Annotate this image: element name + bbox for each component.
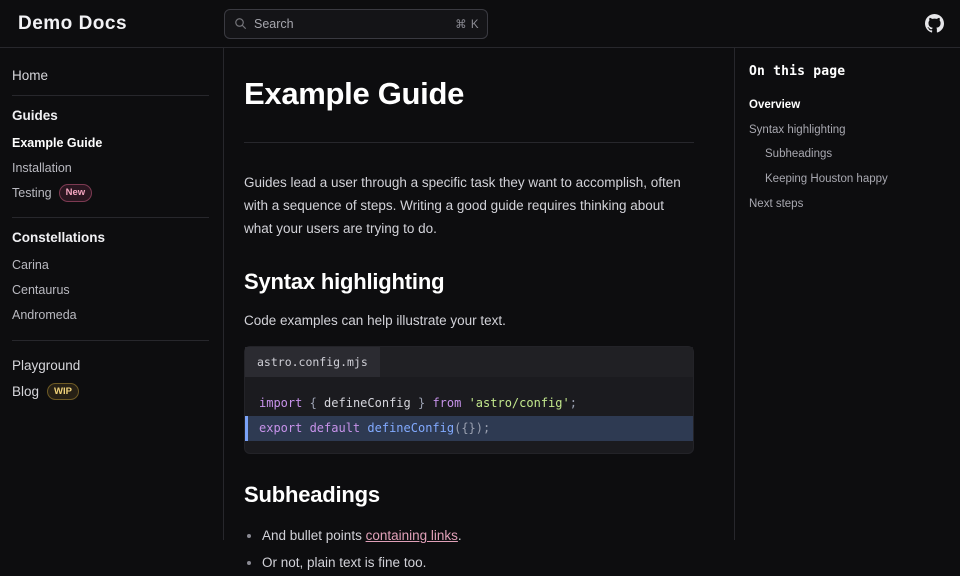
- github-icon: [925, 14, 944, 33]
- sidebar-item-centaurus[interactable]: [12, 278, 209, 303]
- list-item: [262, 549, 694, 576]
- site-title[interactable]: Demo Docs: [18, 12, 128, 34]
- sidebar-item-carina[interactable]: [12, 253, 209, 278]
- page-title: Example Guide: [244, 76, 694, 143]
- toc-title: On this page: [749, 64, 846, 79]
- toc-item-subheadings[interactable]: Subheadings: [765, 148, 833, 161]
- inline-link[interactable]: containing links: [365, 528, 458, 544]
- code-token-brace-close: }: [410, 395, 433, 410]
- code-token-semicolon: ;: [569, 395, 577, 410]
- code-token-string: 'astro/config': [461, 395, 570, 410]
- sidebar-item-label: Playground: [12, 357, 81, 373]
- sidebar-item-installation[interactable]: [12, 156, 209, 181]
- bullet-list: [262, 522, 694, 576]
- status-badge-new: New: [59, 184, 93, 202]
- code-tab-astro-config[interactable]: astro.config.mjs: [245, 347, 380, 377]
- bullet-text-end: .: [457, 528, 462, 544]
- sidebar-item-label: Centaurus: [12, 283, 70, 297]
- status-badge-wip: WIP: [47, 383, 79, 401]
- code-line-2-highlighted: [245, 416, 693, 441]
- code-token-brace-open: {: [302, 395, 325, 410]
- code-token-export: export: [259, 421, 303, 436]
- sidebar-item-home[interactable]: Home: [12, 64, 209, 96]
- search-shortcut-hint: ⌘ K: [455, 18, 479, 31]
- section-heading-subheadings: Subheadings: [244, 482, 380, 508]
- search-input[interactable]: [224, 9, 488, 39]
- sidebar-standalone-links: [12, 353, 209, 418]
- code-body[interactable]: [245, 377, 693, 453]
- sidebar-item-label: Testing: [12, 185, 52, 200]
- sidebar-item-testing[interactable]: [12, 181, 209, 206]
- bullet-text: And bullet points: [262, 528, 366, 544]
- site-header: [0, 0, 960, 48]
- sidebar-item-example-guide[interactable]: [12, 131, 209, 156]
- sidebar-group-title-constellations: Constellations: [12, 230, 106, 246]
- syntax-paragraph: Code examples can help illustrate your text.: [244, 312, 506, 328]
- github-link[interactable]: [925, 14, 944, 33]
- sidebar-item-label: Carina: [12, 258, 49, 273]
- code-token-identifier: defineConfig: [324, 395, 411, 410]
- list-item: [262, 522, 694, 549]
- code-token-function: defineConfig: [367, 421, 455, 436]
- main-content: [224, 48, 734, 571]
- sidebar-group-guides: [12, 108, 209, 218]
- code-token-from: from: [432, 395, 462, 410]
- sidebar-group-title-guides: Guides: [12, 108, 58, 123]
- section-heading-syntax-highlighting: Syntax highlighting: [244, 268, 445, 294]
- code-token-args: ({});: [454, 421, 491, 436]
- search-icon: [234, 17, 247, 30]
- sidebar-item-blog[interactable]: [12, 378, 209, 406]
- sidebar-item-label: Example Guide: [12, 136, 103, 150]
- page-body: [0, 48, 960, 571]
- toc-item-keeping-houston-happy[interactable]: Keeping Houston happy: [765, 173, 888, 186]
- table-of-contents: [734, 48, 960, 540]
- sidebar-item-label: Andromeda: [12, 307, 77, 322]
- intro-paragraph: Guides lead a user through a specific task they want to accomplish, often with a sequence of steps. Writing a good guide requires thinking about what your users are trying to do.: [244, 175, 681, 237]
- code-token-import: import: [259, 395, 303, 410]
- header-actions: [925, 14, 944, 33]
- code-token-default: default: [302, 421, 368, 436]
- sidebar-item-andromeda[interactable]: [12, 303, 209, 328]
- sidebar-item-label: Blog: [12, 383, 40, 399]
- search-placeholder: Search: [254, 16, 294, 31]
- code-block: [244, 346, 694, 454]
- toc-item-syntax-highlighting[interactable]: Syntax highlighting: [749, 123, 846, 136]
- sidebar-item-playground[interactable]: [12, 353, 209, 378]
- code-tab-bar: [245, 347, 693, 377]
- sidebar: [0, 48, 224, 540]
- toc-item-overview[interactable]: Overview: [749, 99, 801, 111]
- sidebar-item-label: Installation: [12, 160, 72, 175]
- toc-item-next-steps[interactable]: Next steps: [749, 197, 804, 210]
- bullet-text: Or not, plain text is fine too.: [262, 555, 427, 571]
- code-line-1: [245, 391, 693, 416]
- sidebar-group-constellations: [12, 230, 209, 340]
